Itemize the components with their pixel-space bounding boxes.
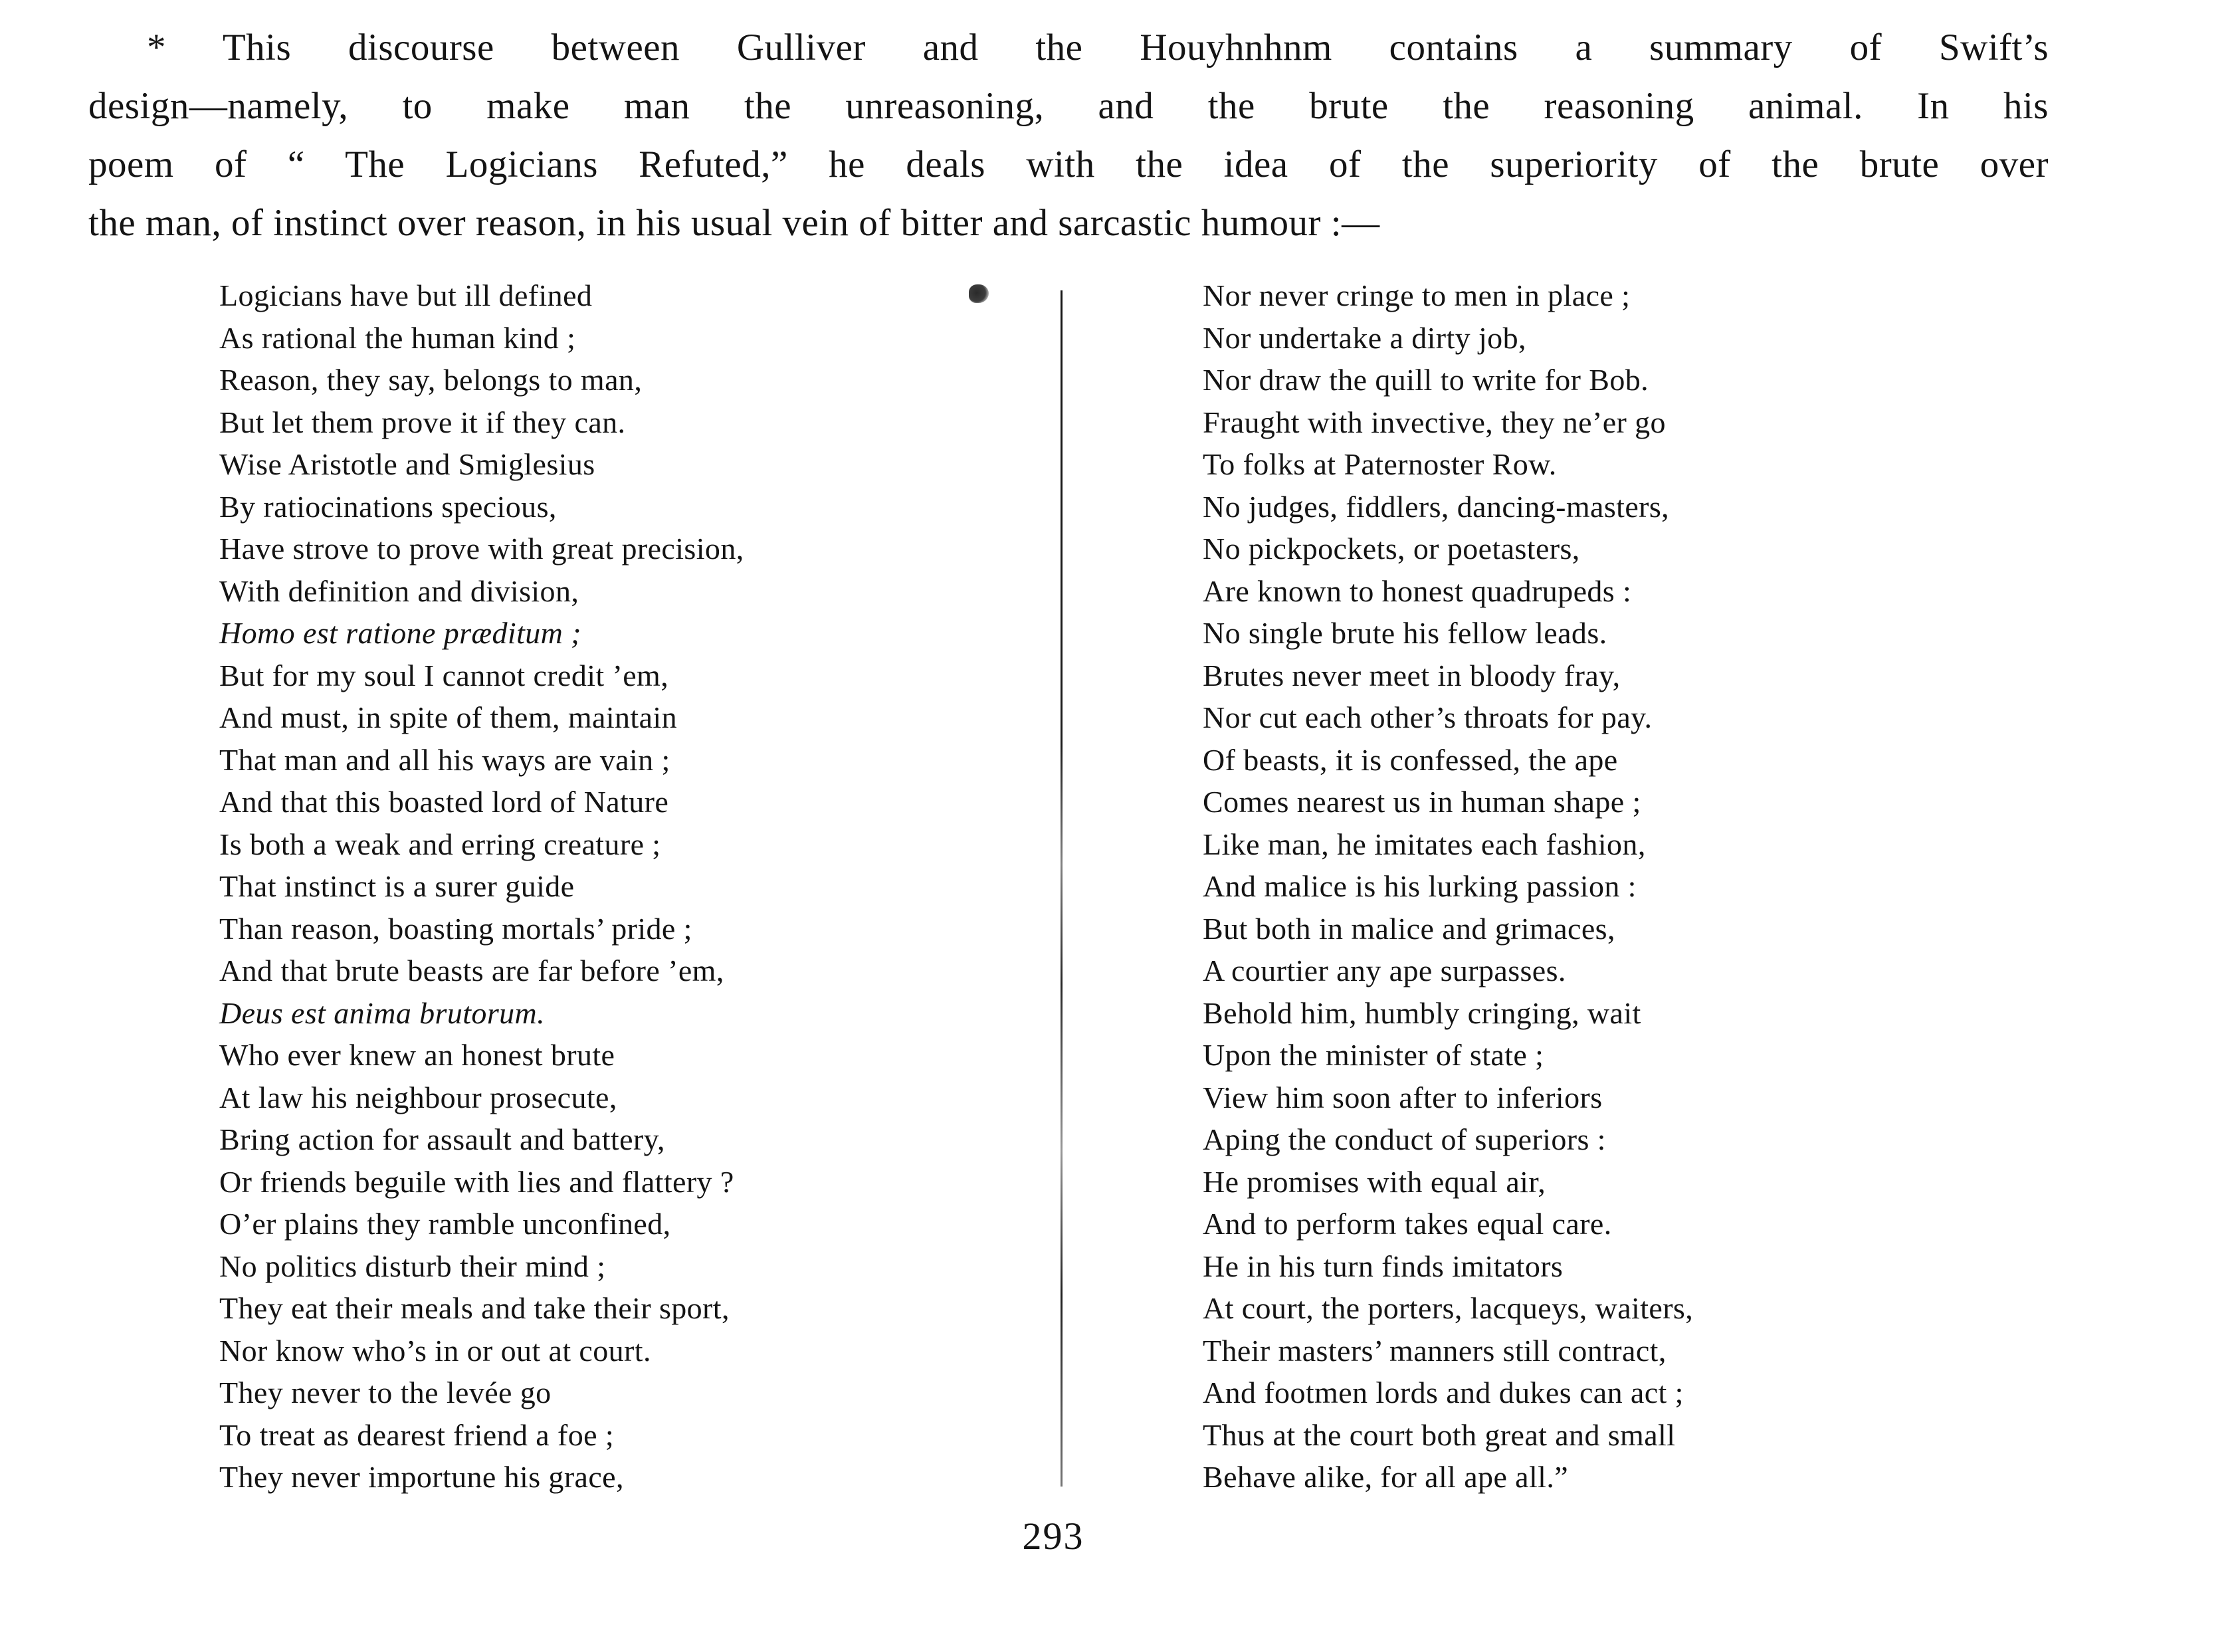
poem-line: Nor know who’s in or out at court. xyxy=(219,1333,651,1368)
poem-line: Fraught with invective, they ne’er go xyxy=(1203,405,1666,439)
poem-line: Reason, they say, belongs to man, xyxy=(219,363,643,397)
poem-line: They never importune his grace, xyxy=(219,1460,624,1494)
poem-line: By ratiocinations specious, xyxy=(219,489,557,524)
poem-line: View him soon after to inferiors xyxy=(1203,1080,1603,1114)
poem-line: And must, in spite of them, maintain xyxy=(219,700,677,734)
poem-line: Nor draw the quill to write for Bob. xyxy=(1203,363,1649,397)
poem-line: And that brute beasts are far before ’em, xyxy=(219,954,724,987)
poem-line: Aping the conduct of superiors : xyxy=(1203,1122,1606,1156)
poem-line: Deus est anima brutorum. xyxy=(219,995,546,1030)
poem-line: He promises with equal air, xyxy=(1203,1164,1546,1199)
poem-line: No pickpockets, or poetasters, xyxy=(1203,532,1580,566)
poem-line: Nor cut each other’s throats for pay. xyxy=(1203,700,1653,734)
poem-line: With definition and division, xyxy=(219,573,579,608)
poem-line: At court, the porters, lacqueys, waiters, xyxy=(1203,1291,1694,1325)
poem-line: Behold him, humbly cringing, wait xyxy=(1203,995,1641,1030)
poem-line: But both in malice and grimaces, xyxy=(1203,911,1615,946)
poem-line: Brutes never meet in bloody fray, xyxy=(1203,658,1621,692)
poem-line: Homo est ratione præditum ; xyxy=(219,616,581,650)
poem-line: Their masters’ manners still contract, xyxy=(1203,1333,1667,1368)
poem-line: They never to the levée go xyxy=(219,1376,552,1409)
poem-line: And to perform takes equal care. xyxy=(1203,1207,1612,1241)
poem-left-column xyxy=(219,274,1063,1498)
poem-right-column xyxy=(1203,274,2053,1498)
footnote-line: * This discourse between Gulliver and the Houyhnhnm contains a summary of Swift’s xyxy=(147,27,2049,68)
poem-line: Behave alike, for all ape all.” xyxy=(1203,1460,1569,1494)
poem-line: To treat as dearest friend a foe ; xyxy=(219,1417,615,1452)
poem-line: And malice is his lurking passion : xyxy=(1203,869,1637,903)
poem-line: A courtier any ape surpasses. xyxy=(1203,954,1566,987)
poem-line: As rational the human kind ; xyxy=(219,320,576,355)
poem-line: And footmen lords and dukes can act ; xyxy=(1203,1376,1684,1409)
poem-line: Of beasts, it is confessed, the ape xyxy=(1203,742,1618,777)
poem-line: Are known to honest quadrupeds : xyxy=(1203,573,1632,608)
poem-line: Upon the minister of state ; xyxy=(1203,1038,1544,1072)
poem-line: Or friends beguile with lies and flattery ? xyxy=(219,1164,734,1199)
poem-line: But let them prove it if they can. xyxy=(219,405,626,439)
poem-line: They eat their meals and take their sport, xyxy=(219,1291,730,1325)
poem-line: O’er plains they ramble unconfined, xyxy=(219,1207,671,1241)
poem-line: Have strove to prove with great precision, xyxy=(219,532,744,566)
poem-line: That man and all his ways are vain ; xyxy=(219,742,670,777)
footnote-paragraph xyxy=(88,19,2049,253)
poem-line: To folks at Paternoster Row. xyxy=(1203,447,1557,481)
poem-line: And that this boasted lord of Nature xyxy=(219,785,669,819)
page-number: 293 xyxy=(1022,1514,1084,1558)
poem-line: That instinct is a surer guide xyxy=(219,869,575,903)
poem-line: Nor undertake a dirty job, xyxy=(1203,320,1526,355)
footnote-line: the man, of instinct over reason, in his usual vein of bitter and sarcastic humour :— xyxy=(88,202,1380,244)
footnote-line: poem of “ The Logicians Refuted,” he deals with the idea of the superiority of the brute over xyxy=(88,144,2049,185)
poem-line: Thus at the court both great and small xyxy=(1203,1417,1676,1452)
poem-line: He in his turn finds imitators xyxy=(1203,1249,1564,1283)
poem-line: Nor never cringe to men in place ; xyxy=(1203,278,1631,312)
poem-line: Wise Aristotle and Smiglesius xyxy=(219,447,595,481)
poem-line: No politics disturb their mind ; xyxy=(219,1249,606,1283)
poem-line: Logicians have but ill defined xyxy=(219,278,593,312)
poem-line: No single brute his fellow leads. xyxy=(1203,616,1607,650)
poem-line: Bring action for assault and battery, xyxy=(219,1122,665,1156)
poem-line: Comes nearest us in human shape ; xyxy=(1203,785,1641,819)
poem-line: Is both a weak and erring creature ; xyxy=(219,827,661,861)
poem-line: Than reason, boasting mortals’ pride ; xyxy=(219,911,692,946)
poem-line: But for my soul I cannot credit ’em, xyxy=(219,658,669,692)
poem-line: At law his neighbour prosecute, xyxy=(219,1080,617,1114)
poem-line: Who ever knew an honest brute xyxy=(219,1038,615,1072)
footnote-line: design—namely, to make man the unreasoning, and the brute the reasoning animal. In his xyxy=(88,85,2049,127)
poem-line: No judges, fiddlers, dancing-masters, xyxy=(1203,489,1670,524)
poem-line: Like man, he imitates each fashion, xyxy=(1203,827,1646,861)
